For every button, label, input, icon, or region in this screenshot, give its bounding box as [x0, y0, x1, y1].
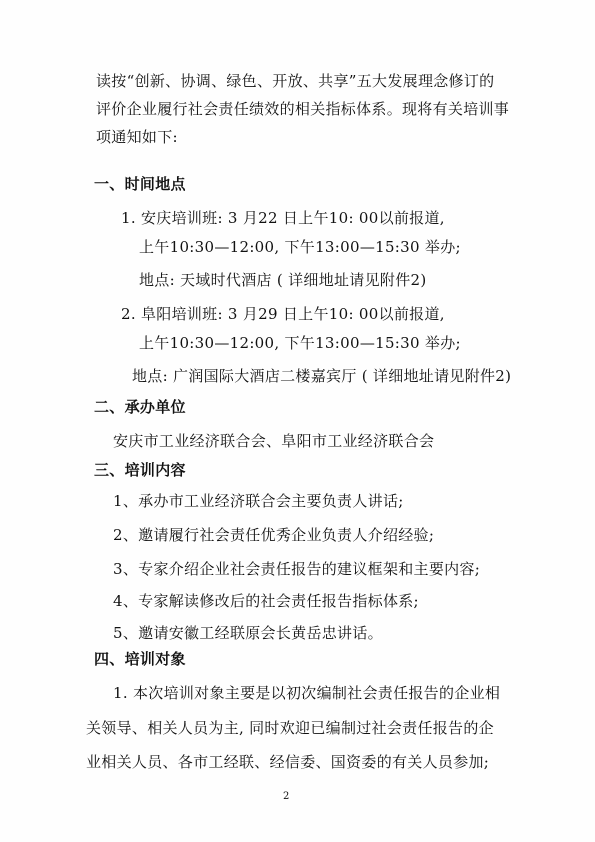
- section-1-item-1-line-2: 上午10:30—12:00, 下午13:00—15:30 举办;: [139, 238, 461, 256]
- page-number: 2: [283, 791, 290, 802]
- section-4-heading: 四、培训对象: [94, 650, 186, 668]
- intro-line-2: 评价企业履行社会责任绩效的相关指标体系。现将有关培训事: [96, 100, 510, 118]
- section-3-heading: 三、培训内容: [94, 461, 186, 479]
- section-1-item-2-line-3: 地点: 广润国际大酒店二楼嘉宾厅 ( 详细地址请见附件2): [132, 367, 512, 385]
- section-1-item-1-line-1: 1. 安庆培训班: 3 月22 日上午10: 00以前报道,: [121, 209, 445, 227]
- section-4-line-3: 业相关人员、各市工经联、经信委、国资委的有关人员参加;: [86, 753, 490, 771]
- section-1-item-1-line-3: 地点: 天域时代酒店 ( 详细地址请见附件2): [139, 271, 427, 289]
- section-3-item-3: 3、专家介绍企业社会责任报告的建议框架和主要内容;: [113, 560, 481, 578]
- intro-line-1: 读按“创新、协调、绿色、开放、共享”五大发展理念修订的: [96, 72, 495, 90]
- section-4-line-1: 1. 本次培训对象主要是以初次编制社会责任报告的企业相: [113, 684, 501, 702]
- section-2-body: 安庆市工业经济联合会、阜阳市工业经济联合会: [113, 432, 435, 450]
- section-3-item-4: 4、专家解读修改后的社会责任报告指标体系;: [113, 592, 419, 610]
- intro-line-3: 项通知如下:: [96, 128, 178, 146]
- section-3-item-5: 5、邀请安徽工经联原会长黄岳忠讲话。: [113, 624, 383, 642]
- section-1-heading: 一、时间地点: [94, 175, 186, 193]
- section-1-item-2-line-1: 2. 阜阳培训班: 3 月29 日上午10: 00以前报道,: [121, 305, 445, 323]
- section-4-line-2: 关领导、相关人员为主, 同时欢迎已编制过社会责任报告的企: [86, 719, 494, 737]
- section-3-item-1: 1、承办市工业经济联合会主要负责人讲话;: [113, 492, 404, 510]
- section-2-heading: 二、承办单位: [94, 398, 186, 416]
- section-3-item-2: 2、邀请履行社会责任优秀企业负责人介绍经验;: [113, 526, 435, 544]
- section-1-item-2-line-2: 上午10:30—12:00, 下午13:00—15:30 举办;: [139, 334, 461, 352]
